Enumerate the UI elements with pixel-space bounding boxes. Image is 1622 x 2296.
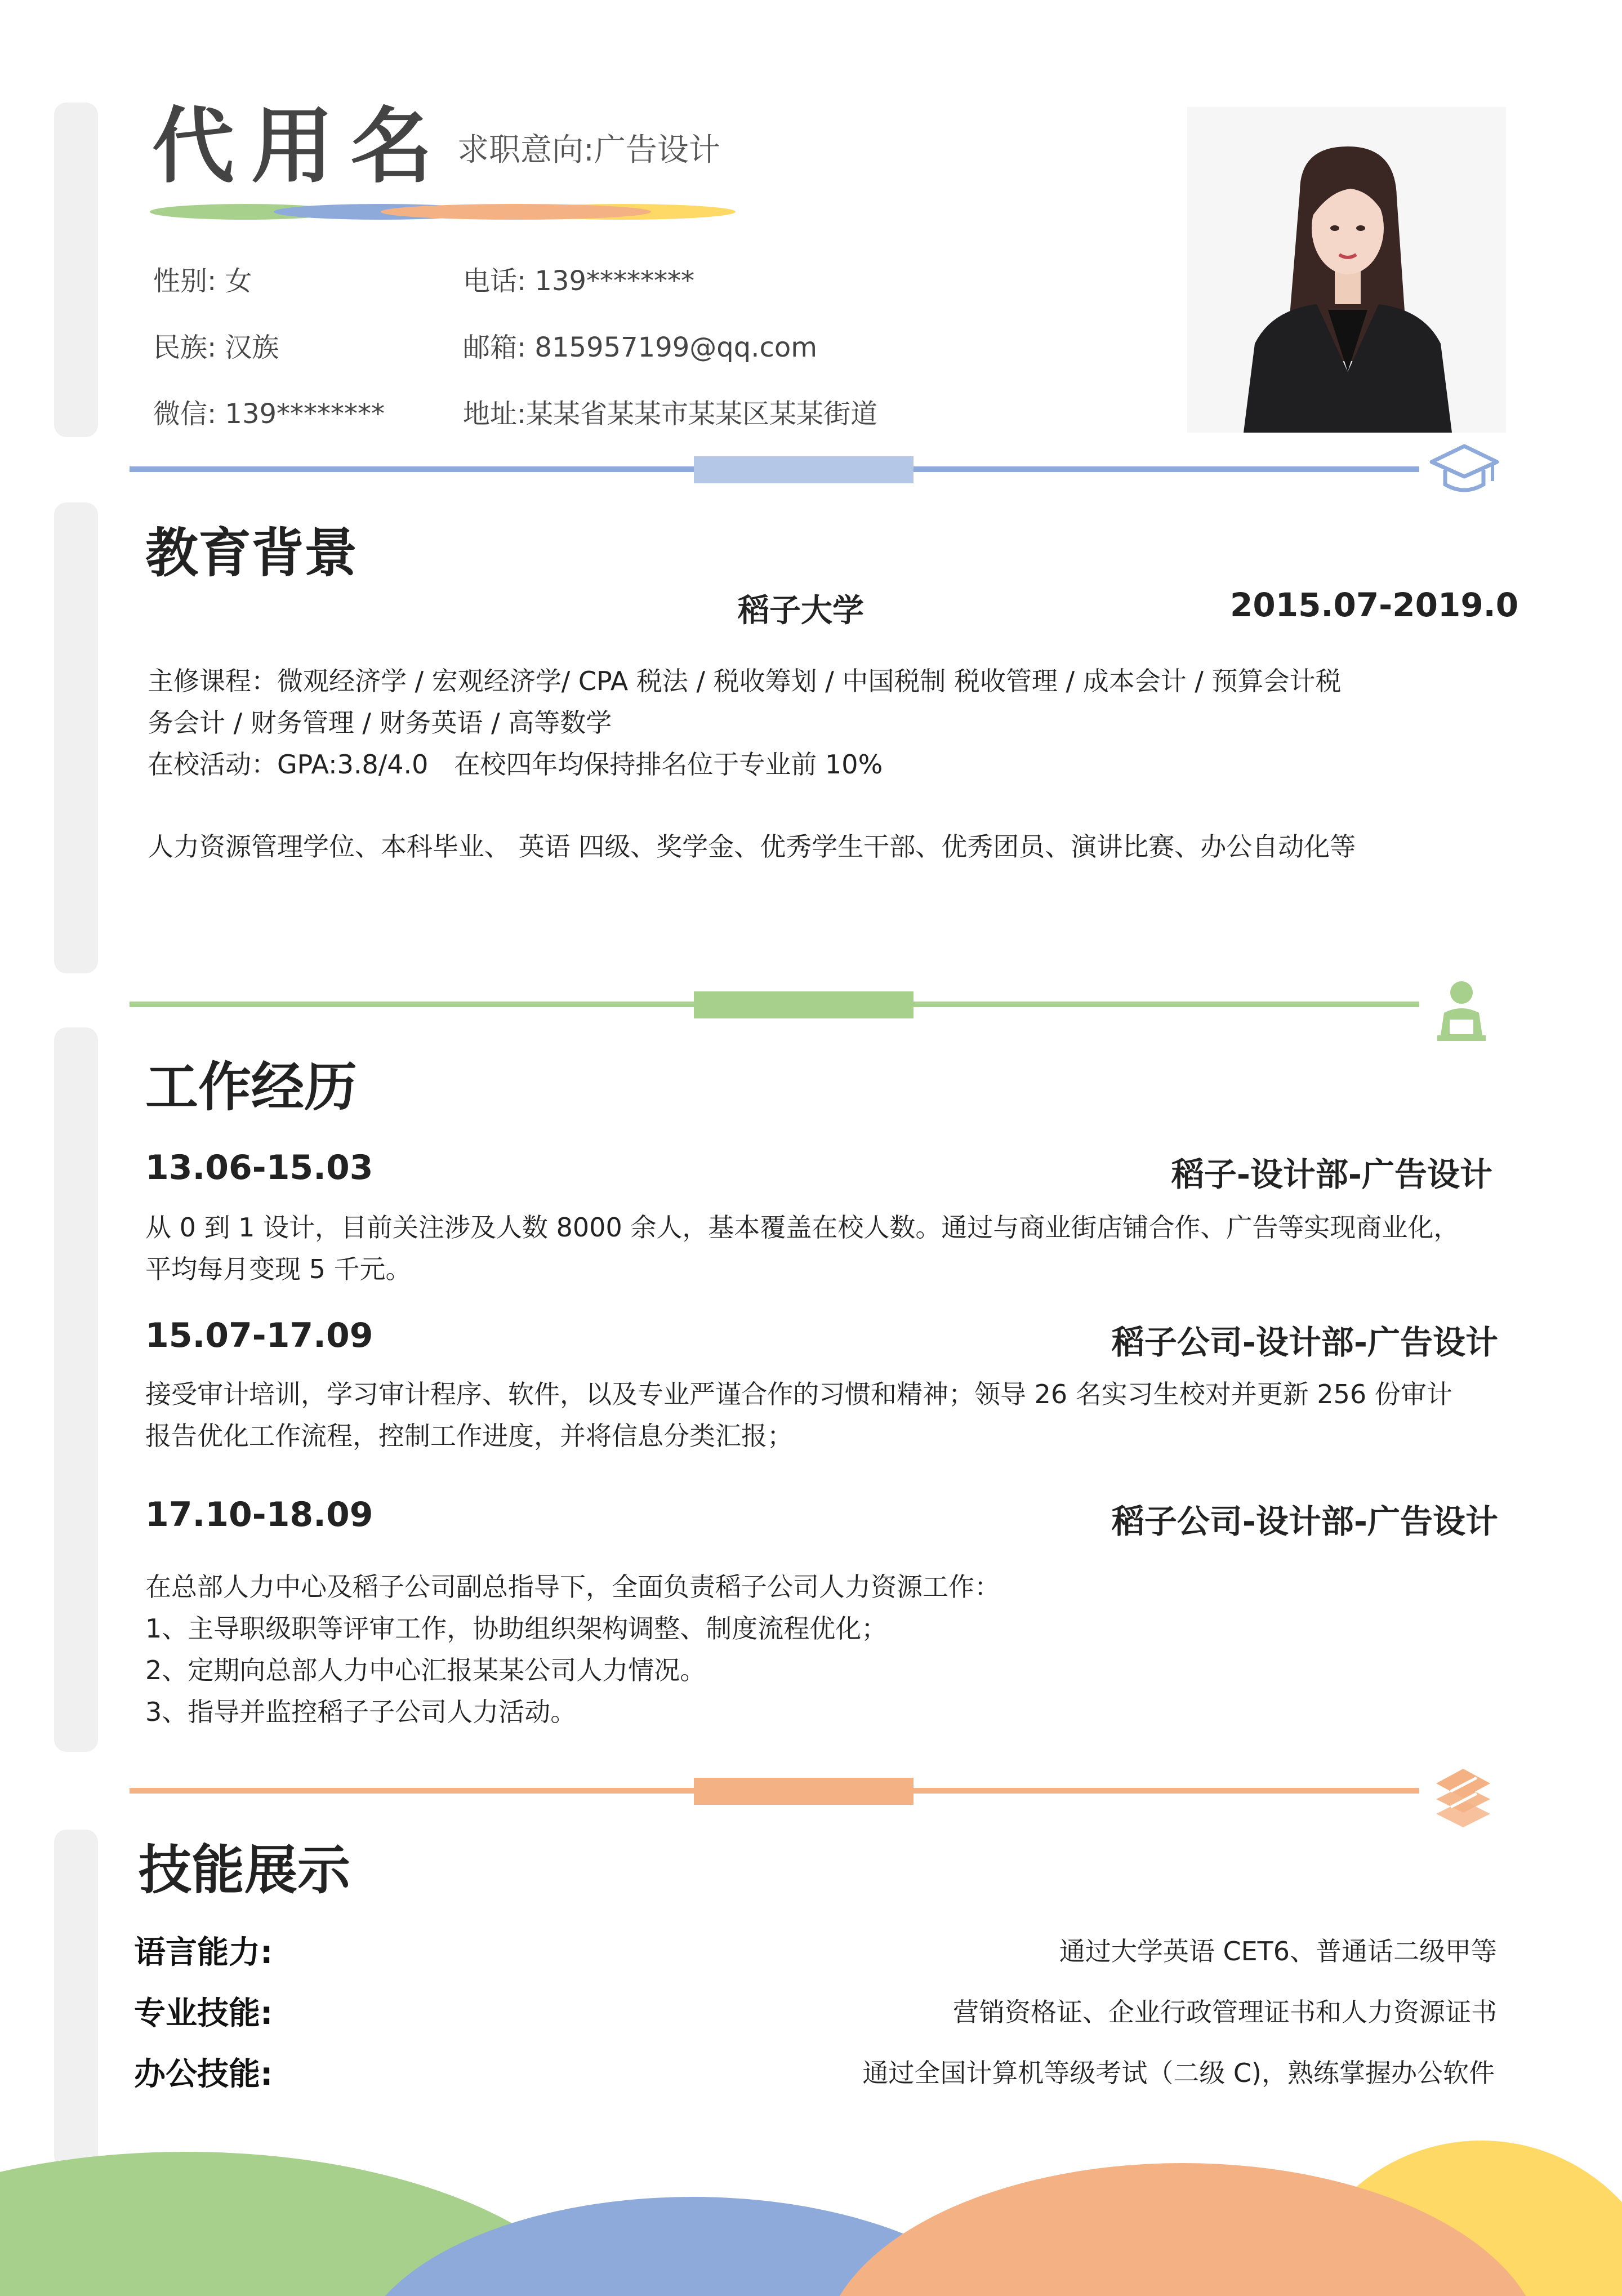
education-line: 在校活动：GPA:3.8/4.0 在校四年均保持排名位于专业前 10% (148, 749, 883, 780)
person-laptop-icon (1436, 979, 1487, 1042)
info-ethnicity: 民族: 汉族 (153, 332, 279, 363)
skills-divider-block (694, 1778, 914, 1805)
job-description (145, 1566, 1000, 1733)
job-date: 17.10-18.09 (145, 1495, 373, 1534)
portrait-illustration (1187, 107, 1506, 433)
side-bar-header (54, 103, 98, 437)
info-gender: 性别: 女 (153, 265, 252, 297)
job-role: 稻子公司-设计部-广告设计 (1111, 1502, 1498, 1541)
job-line: 平均每月变现 5 千元。 (145, 1254, 412, 1284)
job-line: 从 0 到 1 设计，目前关注涉及人数 8000 余人，基本覆盖在校人数。通过与商业街店铺合作、广告等实现商业化， (145, 1212, 1460, 1243)
job-line: 3、指导并监控稻子子公司人力活动。 (145, 1697, 577, 1727)
side-bar-education (54, 502, 98, 973)
job-role: 稻子-设计部-广告设计 (1171, 1155, 1492, 1194)
skill-value-language: 通过大学英语 CET6、普通话二级甲等 (1059, 1936, 1497, 1966)
info-wechat: 微信: 139******** (153, 398, 385, 430)
graduation-cap-icon (1429, 442, 1499, 498)
info-email: 邮箱: 815957199@qq.com (463, 332, 817, 363)
job-line: 2、定期向总部人力中心汇报某某公司人力情况。 (145, 1655, 706, 1685)
skill-label-language: 语言能力: (134, 1934, 273, 1971)
education-line: 主修课程：微观经济学 / 宏观经济学/ CPA 税法 / 税收筹划 / 中国税制 税收管理 / 成本会计 / 预算会计税 (148, 666, 1342, 696)
skills-title: 技能展示 (139, 1840, 351, 1901)
job-line: 报告优化工作流程，控制工作进度，并将信息分类汇报； (145, 1421, 793, 1451)
job-description (145, 1373, 1452, 1457)
name-underline-ovals (150, 198, 741, 226)
work-title: 工作经历 (145, 1057, 358, 1118)
profile-photo (1187, 107, 1506, 433)
skill-label-office: 办公技能: (134, 2056, 273, 2093)
side-bar-work (54, 1027, 98, 1752)
education-divider-block (694, 456, 914, 483)
bottom-decoration-circles (0, 2107, 1622, 2296)
skill-value-office: 通过全国计算机等级考试（二级 C)，熟练掌握办公软件 (862, 2058, 1495, 2088)
education-title: 教育背景 (145, 523, 358, 584)
education-honors: 人力资源管理学位、本科毕业、 英语 四级、奖学金、优秀学生干部、优秀团员、演讲比赛、办公自动化等 (148, 831, 1356, 862)
job-date: 13.06-15.03 (145, 1148, 373, 1187)
job-line: 在总部人力中心及稻子公司副总指导下，全面负责稻子公司人力资源工作： (145, 1572, 1000, 1602)
education-details (148, 660, 1510, 785)
job-intent: 求职意向:广告设计 (457, 132, 720, 168)
info-address: 地址:某某省某某市某某区某某街道 (463, 398, 878, 430)
job-role: 稻子公司-设计部-广告设计 (1111, 1323, 1498, 1361)
school-name: 稻子大学 (738, 593, 864, 629)
layers-icon (1434, 1767, 1492, 1828)
skill-value-professional: 营销资格证、企业行政管理证书和人力资源证书 (953, 1997, 1497, 2027)
info-phone: 电话: 139******** (463, 265, 695, 297)
job-line: 接受审计培训，学习审计程序、软件，以及专业严谨合作的习惯和精神；领导 26 名实习生校对并更新 256 份审计 (145, 1379, 1452, 1409)
job-description (145, 1207, 1459, 1290)
education-line: 务会计 / 财务管理 / 财务英语 / 高等数学 (148, 708, 612, 738)
job-line: 1、主导职级职等评审工作，协助组织架构调整、制度流程优化； (145, 1613, 888, 1644)
job-date: 15.07-17.09 (145, 1316, 373, 1355)
education-period: 2015.07-2019.0 (1230, 586, 1519, 624)
work-divider-block (694, 991, 914, 1018)
skill-label-professional: 专业技能: (134, 1995, 273, 2032)
candidate-name: 代用名 (152, 99, 449, 194)
